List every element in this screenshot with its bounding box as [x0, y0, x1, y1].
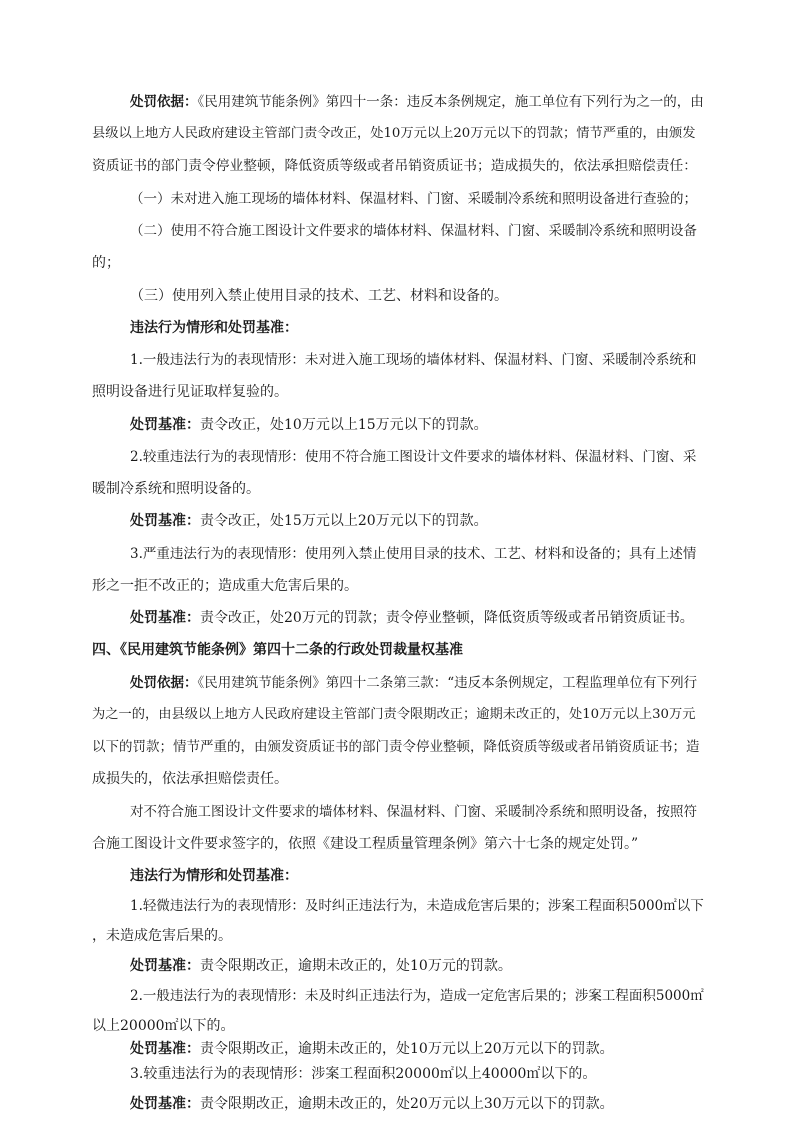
basis-paragraph-line-2: 县级以上地方人民政府建设主管部门责令改正，处10万元以上20万元以下的罚款；情节严重的，由颁发	[92, 126, 696, 141]
basis-label: 处罚依据：	[130, 94, 198, 110]
case-3-line-2: 形之一拒不改正的；造成重大危害后果的。	[92, 578, 358, 594]
list-item-2-line-1: （二）使用不符合施工图设计文件要求的墙体材料、保温材料、门窗、采暖制冷系统和照明设备	[130, 223, 697, 239]
penalty-3	[130, 608, 694, 628]
basis-paragraph-line-1	[130, 673, 697, 693]
case-1-line-2: 照明设备进行见证取样复验的。	[92, 384, 288, 400]
basis-paragraph-line-2: 为之一的，由县级以上地方人民政府建设主管部门责令限期改正；逾期未改正的，处10万元以上30万元	[92, 707, 696, 722]
penalty-text: 责令改正，处20万元的罚款；责令停业整顿，降低资质等级或者吊销资质证书。	[200, 610, 694, 626]
penalty-label: 处罚基准：	[130, 610, 200, 626]
list-item-1: （一）未对进入施工现场的墙体材料、保温材料、门窗、采暖制冷系统和照明设备进行查验的；	[130, 191, 697, 207]
basis-paragraph-line-3: 资质证书的部门责令停业整顿，降低资质等级或者吊销资质证书；造成损失的，依法承担赔偿责任：	[92, 158, 698, 174]
penalty-text: 责令限期改正，逾期未改正的，处10万元以上20万元以下的罚款。	[200, 1041, 614, 1057]
penalty-1	[130, 956, 512, 976]
penalty-text: 责令限期改正，逾期未改正的，处20万元以上30万元以下的罚款。	[200, 1096, 614, 1112]
basis-text: 《民用建筑节能条例》第四十一条：违反本条例规定，施工单位有下列行为之一的，由	[197, 94, 704, 110]
case-3-line-1: 3.较重违法行为的表现情形：涉案工程面积20000㎡以上40000㎡以下的。	[130, 1066, 597, 1082]
penalty-label: 处罚基准：	[130, 417, 200, 433]
penalty-label: 处罚基准：	[130, 1096, 200, 1112]
basis-paragraph-line-1	[130, 92, 704, 112]
penalty-1	[130, 415, 488, 435]
list-item-3: （三）使用列入禁止使用目录的技术、工艺、材料和设备的。	[130, 288, 508, 304]
penalty-2	[130, 511, 488, 531]
section-title: 四、《民用建筑节能条例》第四十二条的行政处罚裁量权基准	[92, 642, 463, 658]
penalty-text: 责令改正，处10万元以上15万元以下的罚款。	[200, 417, 488, 433]
basis-label: 处罚依据：	[130, 675, 198, 691]
penalty-2	[130, 1039, 614, 1059]
case-2-line-1: 2.较重违法行为的表现情形：使用不符合施工图设计文件要求的墙体材料、保温材料、门窗、采	[130, 449, 697, 465]
case-2-line-2: 暖制冷系统和照明设备的。	[92, 481, 260, 497]
penalty-label: 处罚基准：	[130, 513, 200, 529]
penalty-label: 处罚基准：	[130, 1041, 200, 1057]
case-2-line-2: 以上20000㎡以下的。	[92, 1018, 235, 1034]
penalty-text: 责令改正，处15万元以上20万元以下的罚款。	[200, 513, 488, 529]
basis-paragraph-line-4: 成损失的，依法承担赔偿责任。	[92, 771, 288, 787]
penalty-3	[130, 1094, 614, 1114]
case-2-line-1: 2.一般违法行为的表现情形：未及时纠正违法行为，造成一定危害后果的；涉案工程面积5000㎡	[130, 988, 704, 1004]
basis-text: 《民用建筑节能条例》第四十二条第三款：“违反本条例规定，工程监理单位有下列行	[197, 675, 698, 691]
penalty-text: 责令限期改正，逾期未改正的，处10万元的罚款。	[200, 958, 512, 974]
criteria-heading: 违法行为情形和处罚基准：	[130, 320, 298, 336]
criteria-heading: 违法行为情形和处罚基准：	[130, 868, 298, 884]
case-1-line-1: 1.轻微违法行为的表现情形：及时纠正违法行为，未造成危害后果的；涉案工程面积5000㎡以下	[130, 898, 704, 914]
case-1-line-2: ，未造成危害后果的。	[92, 928, 232, 944]
supplement-paragraph-line-1: 对不符合施工图设计文件要求的墙体材料、保温材料、门窗、采暖制冷系统和照明设备，按照符	[130, 804, 697, 820]
list-item-2-line-2: 的；	[92, 255, 120, 271]
case-3-line-1: 3.严重违法行为的表现情形：使用列入禁止使用目录的技术、工艺、材料和设备的；具有上述情	[130, 546, 697, 562]
case-1-line-1: 1.一般违法行为的表现情形：未对进入施工现场的墙体材料、保温材料、门窗、采暖制冷系统和	[130, 352, 697, 368]
supplement-paragraph-line-2: 合施工图设计文件要求签字的，依照《建设工程质量管理条例》第六十七条的规定处罚。”	[92, 836, 639, 852]
penalty-label: 处罚基准：	[130, 958, 200, 974]
basis-paragraph-line-3: 以下的罚款；情节严重的，由颁发资质证书的部门责令停业整顿，降低资质等级或者吊销资质证书；造	[92, 739, 700, 755]
